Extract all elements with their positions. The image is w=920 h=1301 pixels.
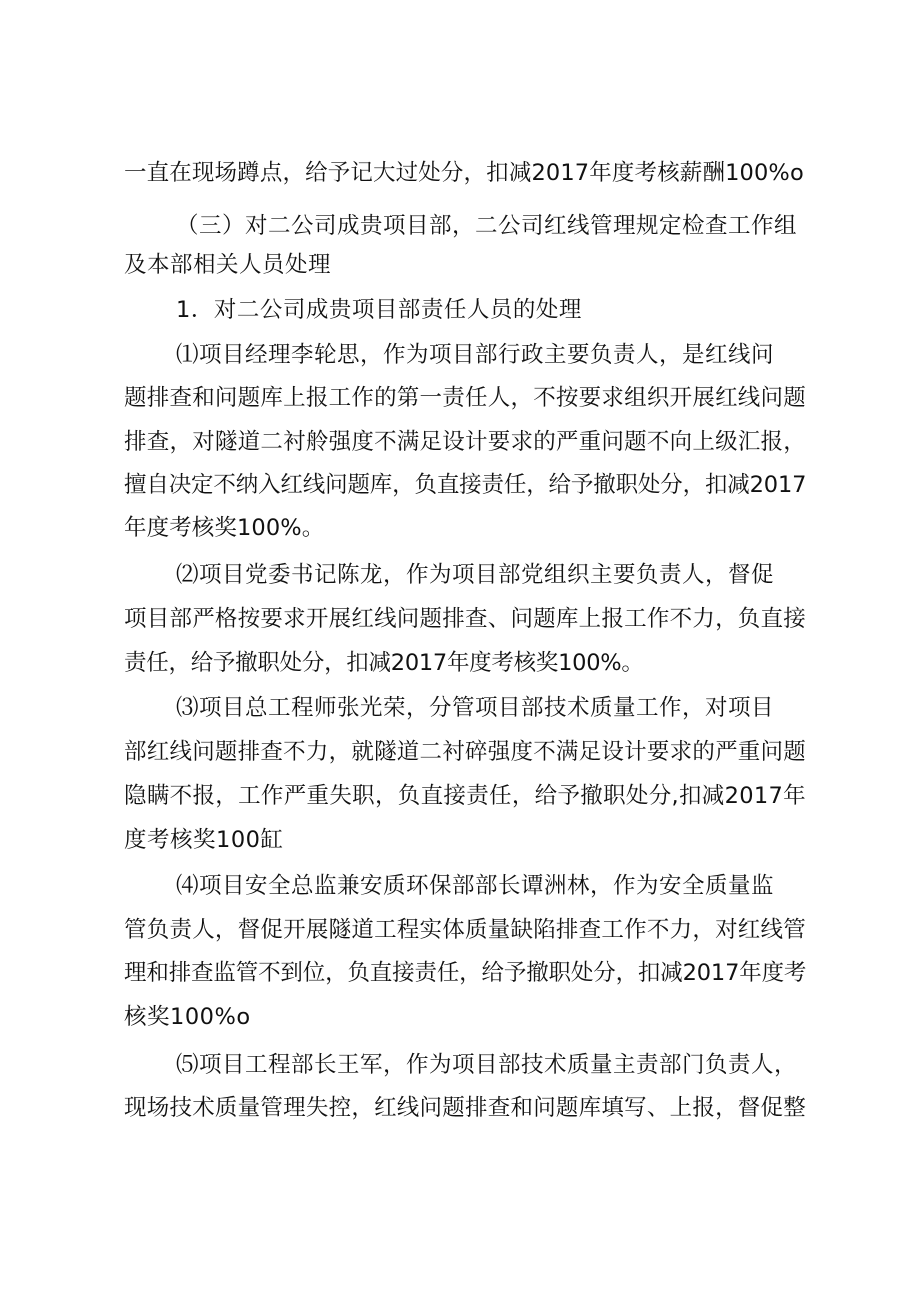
text-line: 管负责人，督促开展隧道工程实体质量缺陷排查工作不力，对红线管 [124, 917, 806, 943]
text-line: 项目部严格按要求开展红线问题排查、问题库上报工作不力，负直接 [124, 606, 806, 632]
text-line: ⑴项目经理李轮思，作为项目部行政主要负责人，是红线问 [176, 342, 775, 368]
text-line: 排查，对隧道二衬舲强度不满足设计要求的严重问题不向上级汇报， [124, 429, 806, 455]
text-line: 擅自决定不纳入红线问题库，负直接责任，给予撤职处分，扣减2017 [124, 472, 806, 498]
text-line: ⑸项目工程部长王军，作为项目部技术质量主责部门负责人， [176, 1052, 798, 1078]
text-line: 年度考核奖100%。 [124, 515, 324, 541]
text-line: 责任，给予撤职处分，扣减2017年度考核奖100%。 [124, 650, 644, 676]
text-line: 隐瞒不报，工作严重失职，负直接责任，给予撤职处分,扣减2017年 [124, 783, 806, 809]
text-line: 及本部相关人员处理 [124, 252, 332, 278]
text-line: 度考核奖100缸 [124, 827, 284, 853]
text-line: ⑶项目总工程师张光荣，分管项目部技术质量工作，对项目 [176, 695, 775, 721]
text-line: 部红线问题排查不力，就隧道二衬碎强度不满足设计要求的严重问题 [124, 739, 806, 765]
text-line: 核奖100%o [124, 1004, 251, 1030]
text-line: 1．对二公司成贵项目部责任人员的处理 [176, 297, 582, 323]
text-line: 题排查和问题库上报工作的第一责任人，不按要求组织开展红线问题 [124, 385, 806, 411]
text-line: 现场技术质量管理失控，红线问题排查和问题库填写、上报，督促整 [124, 1095, 806, 1121]
text-line: ⑵项目党委书记陈龙，作为项目部党组织主要负责人，督促 [176, 562, 775, 588]
text-line: 理和排查监管不到位，负直接责任，给予撤职处分，扣减2017年度考 [124, 960, 806, 986]
text-line: （三）对二公司成贵项目部，二公司红线管理规定检查工作组 [176, 213, 798, 239]
text-line: ⑷项目安全总监兼安质环保部部长谭洲林，作为安全质量监 [176, 873, 775, 899]
text-line: 一直在现场蹲点，给予记大过处分，扣减2017年度考核薪酬100%o [124, 160, 804, 186]
